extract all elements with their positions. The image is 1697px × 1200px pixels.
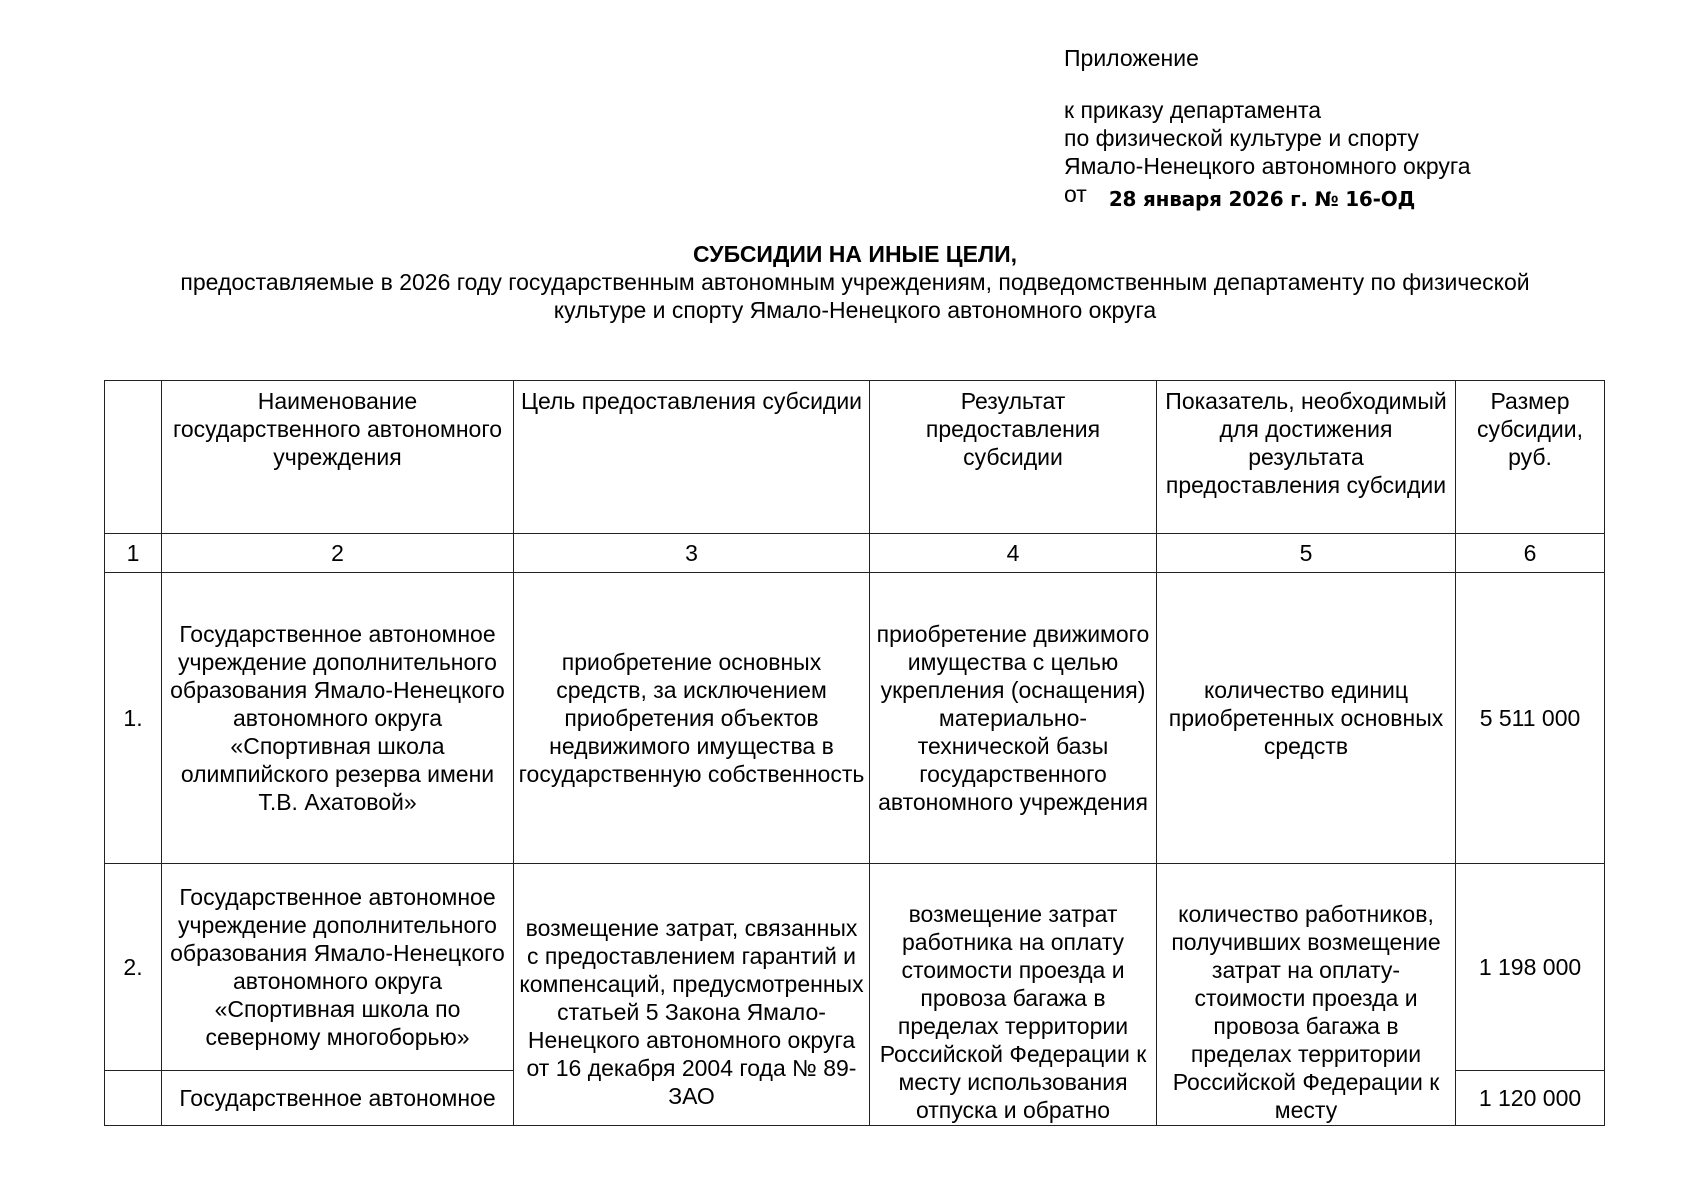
amount-cell: 5 511 000 <box>1456 573 1605 864</box>
amount-cell: 1 198 000 <box>1456 864 1605 1071</box>
document-subtitle-line: предоставляемые в 2026 году государственным автономным учреждениям, подведомственным департаменту по физической <box>180 269 1530 295</box>
column-number: 3 <box>514 534 870 573</box>
row-number: 1. <box>105 573 162 864</box>
document-subtitle-line: культуре и спорту Ямало-Ненецкого автономного округа <box>553 297 1157 323</box>
column-number: 5 <box>1157 534 1456 573</box>
table-header-row <box>105 381 1605 534</box>
column-number: 1 <box>105 534 162 573</box>
institution-cell: Государственное автономное учреждение дополнительного образования Ямало-Ненецкого автономного округа «Спортивная школа олимпийского резерва имени Т.В. Ахатовой» <box>162 573 514 864</box>
order-date-number: 28 января 2026 г. № 16-ОД <box>1108 187 1416 211</box>
institution-cell: Государственное автономное учреждение дополнительного образования Ямало-Ненецкого автономного округа «Спортивная школа по северному многоборью» <box>162 864 514 1071</box>
subsidy-table <box>104 380 1605 1126</box>
column-number: 6 <box>1456 534 1605 573</box>
table-row <box>105 864 1605 1071</box>
column-numbers-row <box>105 534 1605 573</box>
header-cell-indicator: Показатель, необходимый для достижения результата предоставления субсидии <box>1157 381 1456 534</box>
institution-cell: Государственное автономное <box>162 1071 514 1126</box>
row-number: 2. <box>105 864 162 1071</box>
table-viewport <box>100 376 1610 1130</box>
result-cell: приобретение движимого имущества с целью укрепления (оснащения) материально-технической базы государственного автономного учреждения <box>870 573 1157 864</box>
annex-line: Ямало-Ненецкого автономного округа <box>1064 153 1471 179</box>
annex-block <box>1064 44 1471 209</box>
column-number: 2 <box>162 534 514 573</box>
annex-line: по физической культуре и спорту <box>1064 125 1419 151</box>
header-cell-amount: Размер субсидии, руб. <box>1456 381 1605 534</box>
column-number: 4 <box>870 534 1157 573</box>
indicator-cell: количество работников, получивших возмещение затрат на оплату-стоимости проезда и провоза багажа в пределах территории Российской Федерации к месту <box>1157 864 1456 1126</box>
result-cell: возмещение затрат работника на оплату стоимости проезда и провоза багажа в пределах территории Российской Федерации к месту использования отпуска и обратно <box>870 864 1157 1126</box>
purpose-cell: приобретение основных средств, за исключением приобретения объектов недвижимого имущества в государственную собственность <box>514 573 870 864</box>
annex-date-prefix: от <box>1064 181 1087 207</box>
indicator-cell: количество единиц приобретенных основных средств <box>1157 573 1456 864</box>
row-number <box>105 1071 162 1126</box>
table-row <box>105 573 1605 864</box>
purpose-cell: возмещение затрат, связанных с предоставлением гарантий и компенсаций, предусмотренных статьей 5 Закона Ямало-Ненецкого автономного округа от 16 декабря 2004 года № 89-ЗАО <box>514 864 870 1126</box>
header-cell-result: Результат предоставления субсидии <box>870 381 1157 534</box>
annex-date-line <box>1064 180 1471 209</box>
document-title-main: СУБСИДИИ НА ИНЫЕ ЦЕЛИ, <box>692 241 1018 267</box>
header-cell-purpose: Цель предоставления субсидии <box>514 381 870 534</box>
amount-cell: 1 120 000 <box>1456 1071 1605 1126</box>
annex-line: к приказу департамента <box>1064 97 1322 123</box>
annex-title: Приложение <box>1064 45 1199 71</box>
header-cell-institution: Наименование государственного автономного учреждения <box>162 381 514 534</box>
document-title <box>100 240 1610 324</box>
header-cell-number <box>105 381 162 534</box>
